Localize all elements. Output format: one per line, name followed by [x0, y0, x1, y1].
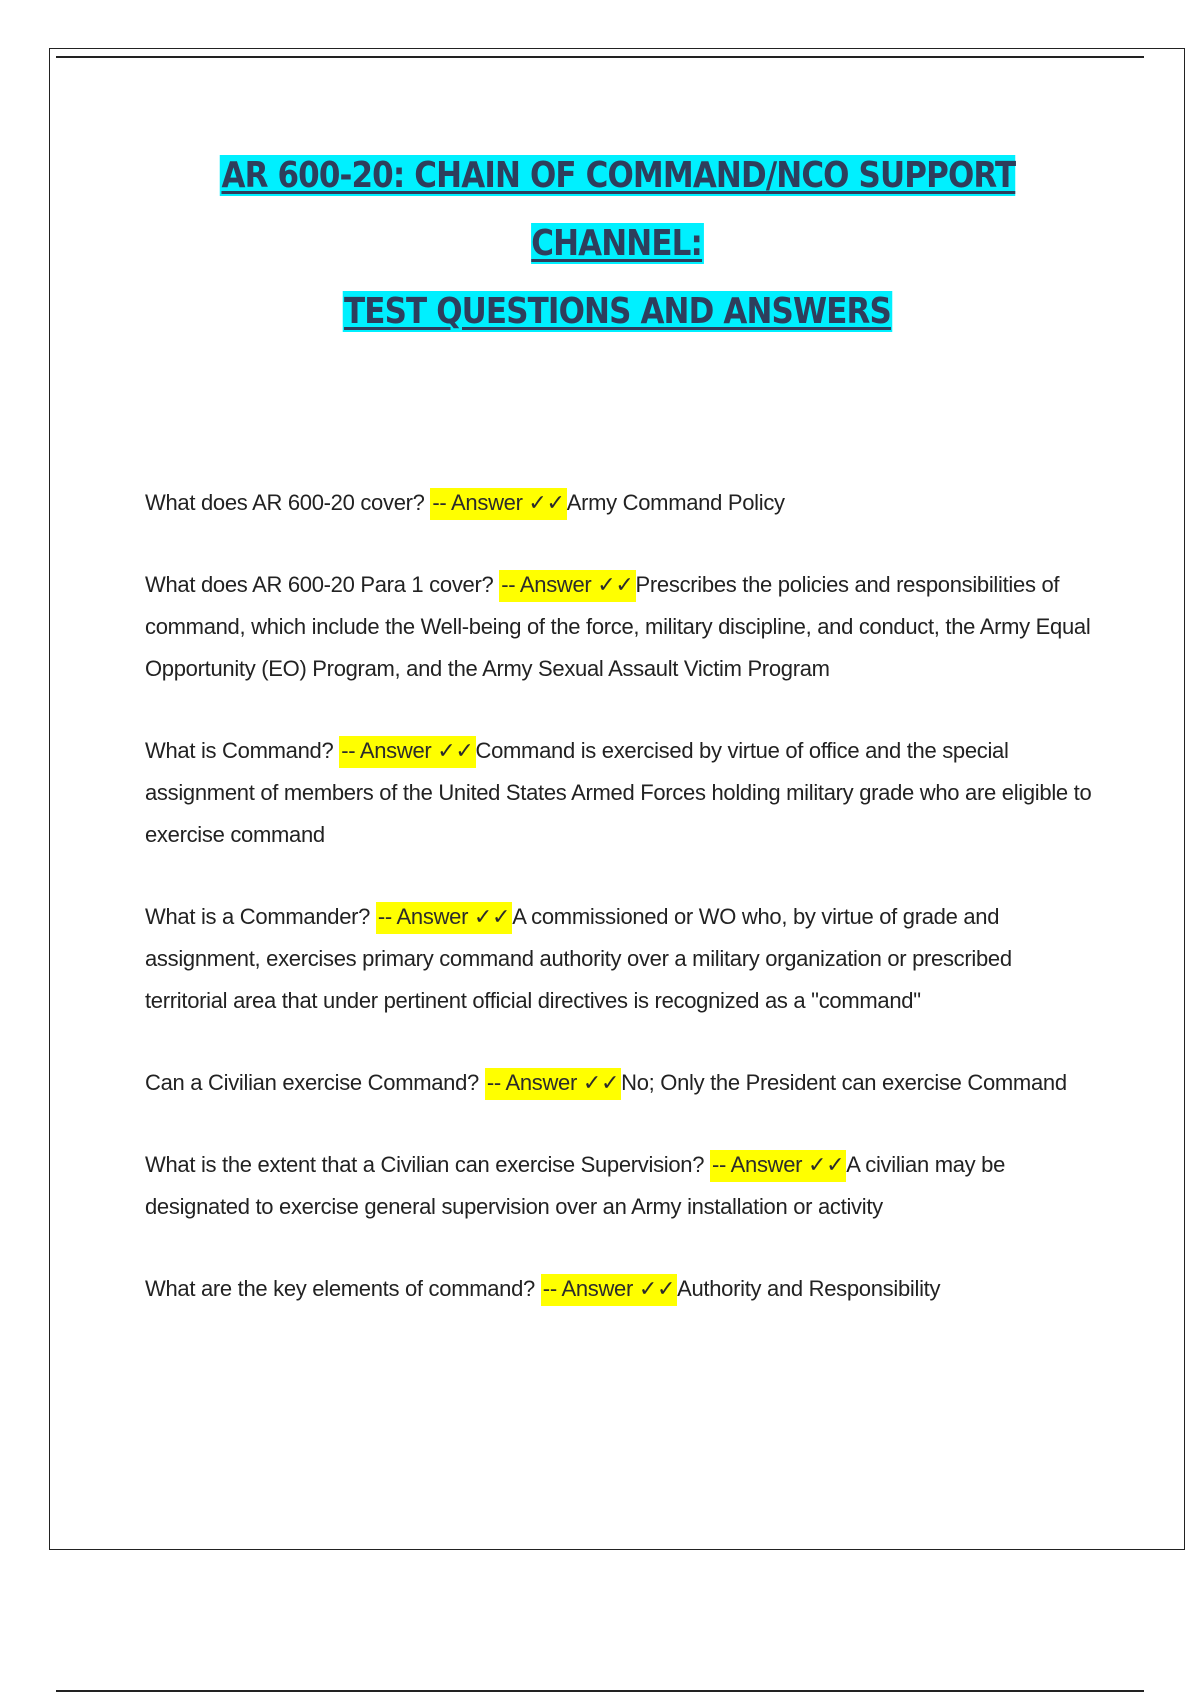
answer-text: A civilian may be designated to exercise general supervision over an Army installation or activity	[145, 1152, 1006, 1219]
answer-marker: -- Answer ✓✓	[376, 902, 512, 934]
question-text: What does AR 600-20 cover?	[145, 490, 425, 515]
answer-marker: -- Answer ✓✓	[710, 1150, 846, 1182]
answer-marker: -- Answer ✓✓	[430, 488, 566, 520]
qa-list	[145, 482, 1095, 1310]
title-line-1: AR 600-20: CHAIN OF COMMAND/NCO SUPPORT CHANNEL:	[221, 155, 1016, 264]
question-text: What is the extent that a Civilian can exercise Supervision?	[145, 1152, 705, 1177]
bottom-rule	[56, 1690, 1144, 1692]
question-text: What is Command?	[145, 738, 334, 763]
answer-text: Army Command Policy	[566, 490, 785, 515]
question-text: What is a Commander?	[145, 904, 371, 929]
qa-item	[145, 896, 1095, 1022]
answer-text: Prescribes the policies and responsibilities of command, which include the Well-being of the force, military discipline, and conduct, the Army Equal Opportunity (EO) Program, and the Army Sexual Assault Victim Program	[145, 572, 1091, 681]
answer-marker: -- Answer ✓✓	[339, 736, 475, 768]
answer-marker: -- Answer ✓✓	[499, 570, 635, 602]
qa-item	[145, 730, 1095, 856]
qa-item	[145, 564, 1095, 690]
question-text: Can a Civilian exercise Command?	[145, 1070, 479, 1095]
question-text: What are the key elements of command?	[145, 1276, 535, 1301]
answer-marker: -- Answer ✓✓	[541, 1274, 677, 1306]
qa-item	[145, 1268, 1095, 1310]
answer-text: Command is exercised by virtue of office and the special assignment of members of the United States Armed Forces holding military grade who are eligible to exercise command	[145, 738, 1092, 847]
qa-item	[145, 1144, 1095, 1228]
answer-marker: -- Answer ✓✓	[485, 1068, 621, 1100]
answer-text: No; Only the President can exercise Command	[621, 1070, 1067, 1095]
answer-text: Authority and Responsibility	[677, 1276, 941, 1301]
answer-text: A commissioned or WO who, by virtue of grade and assignment, exercises primary command authority over a military organization or prescribed territorial area that under pertinent official directives is recognized as a "command"	[145, 904, 1012, 1013]
document-title	[172, 142, 1062, 346]
qa-item	[145, 1062, 1095, 1104]
question-text: What does AR 600-20 Para 1 cover?	[145, 572, 494, 597]
title-line-2: TEST QUESTIONS AND ANSWERS	[344, 291, 891, 332]
qa-item	[145, 482, 1095, 524]
